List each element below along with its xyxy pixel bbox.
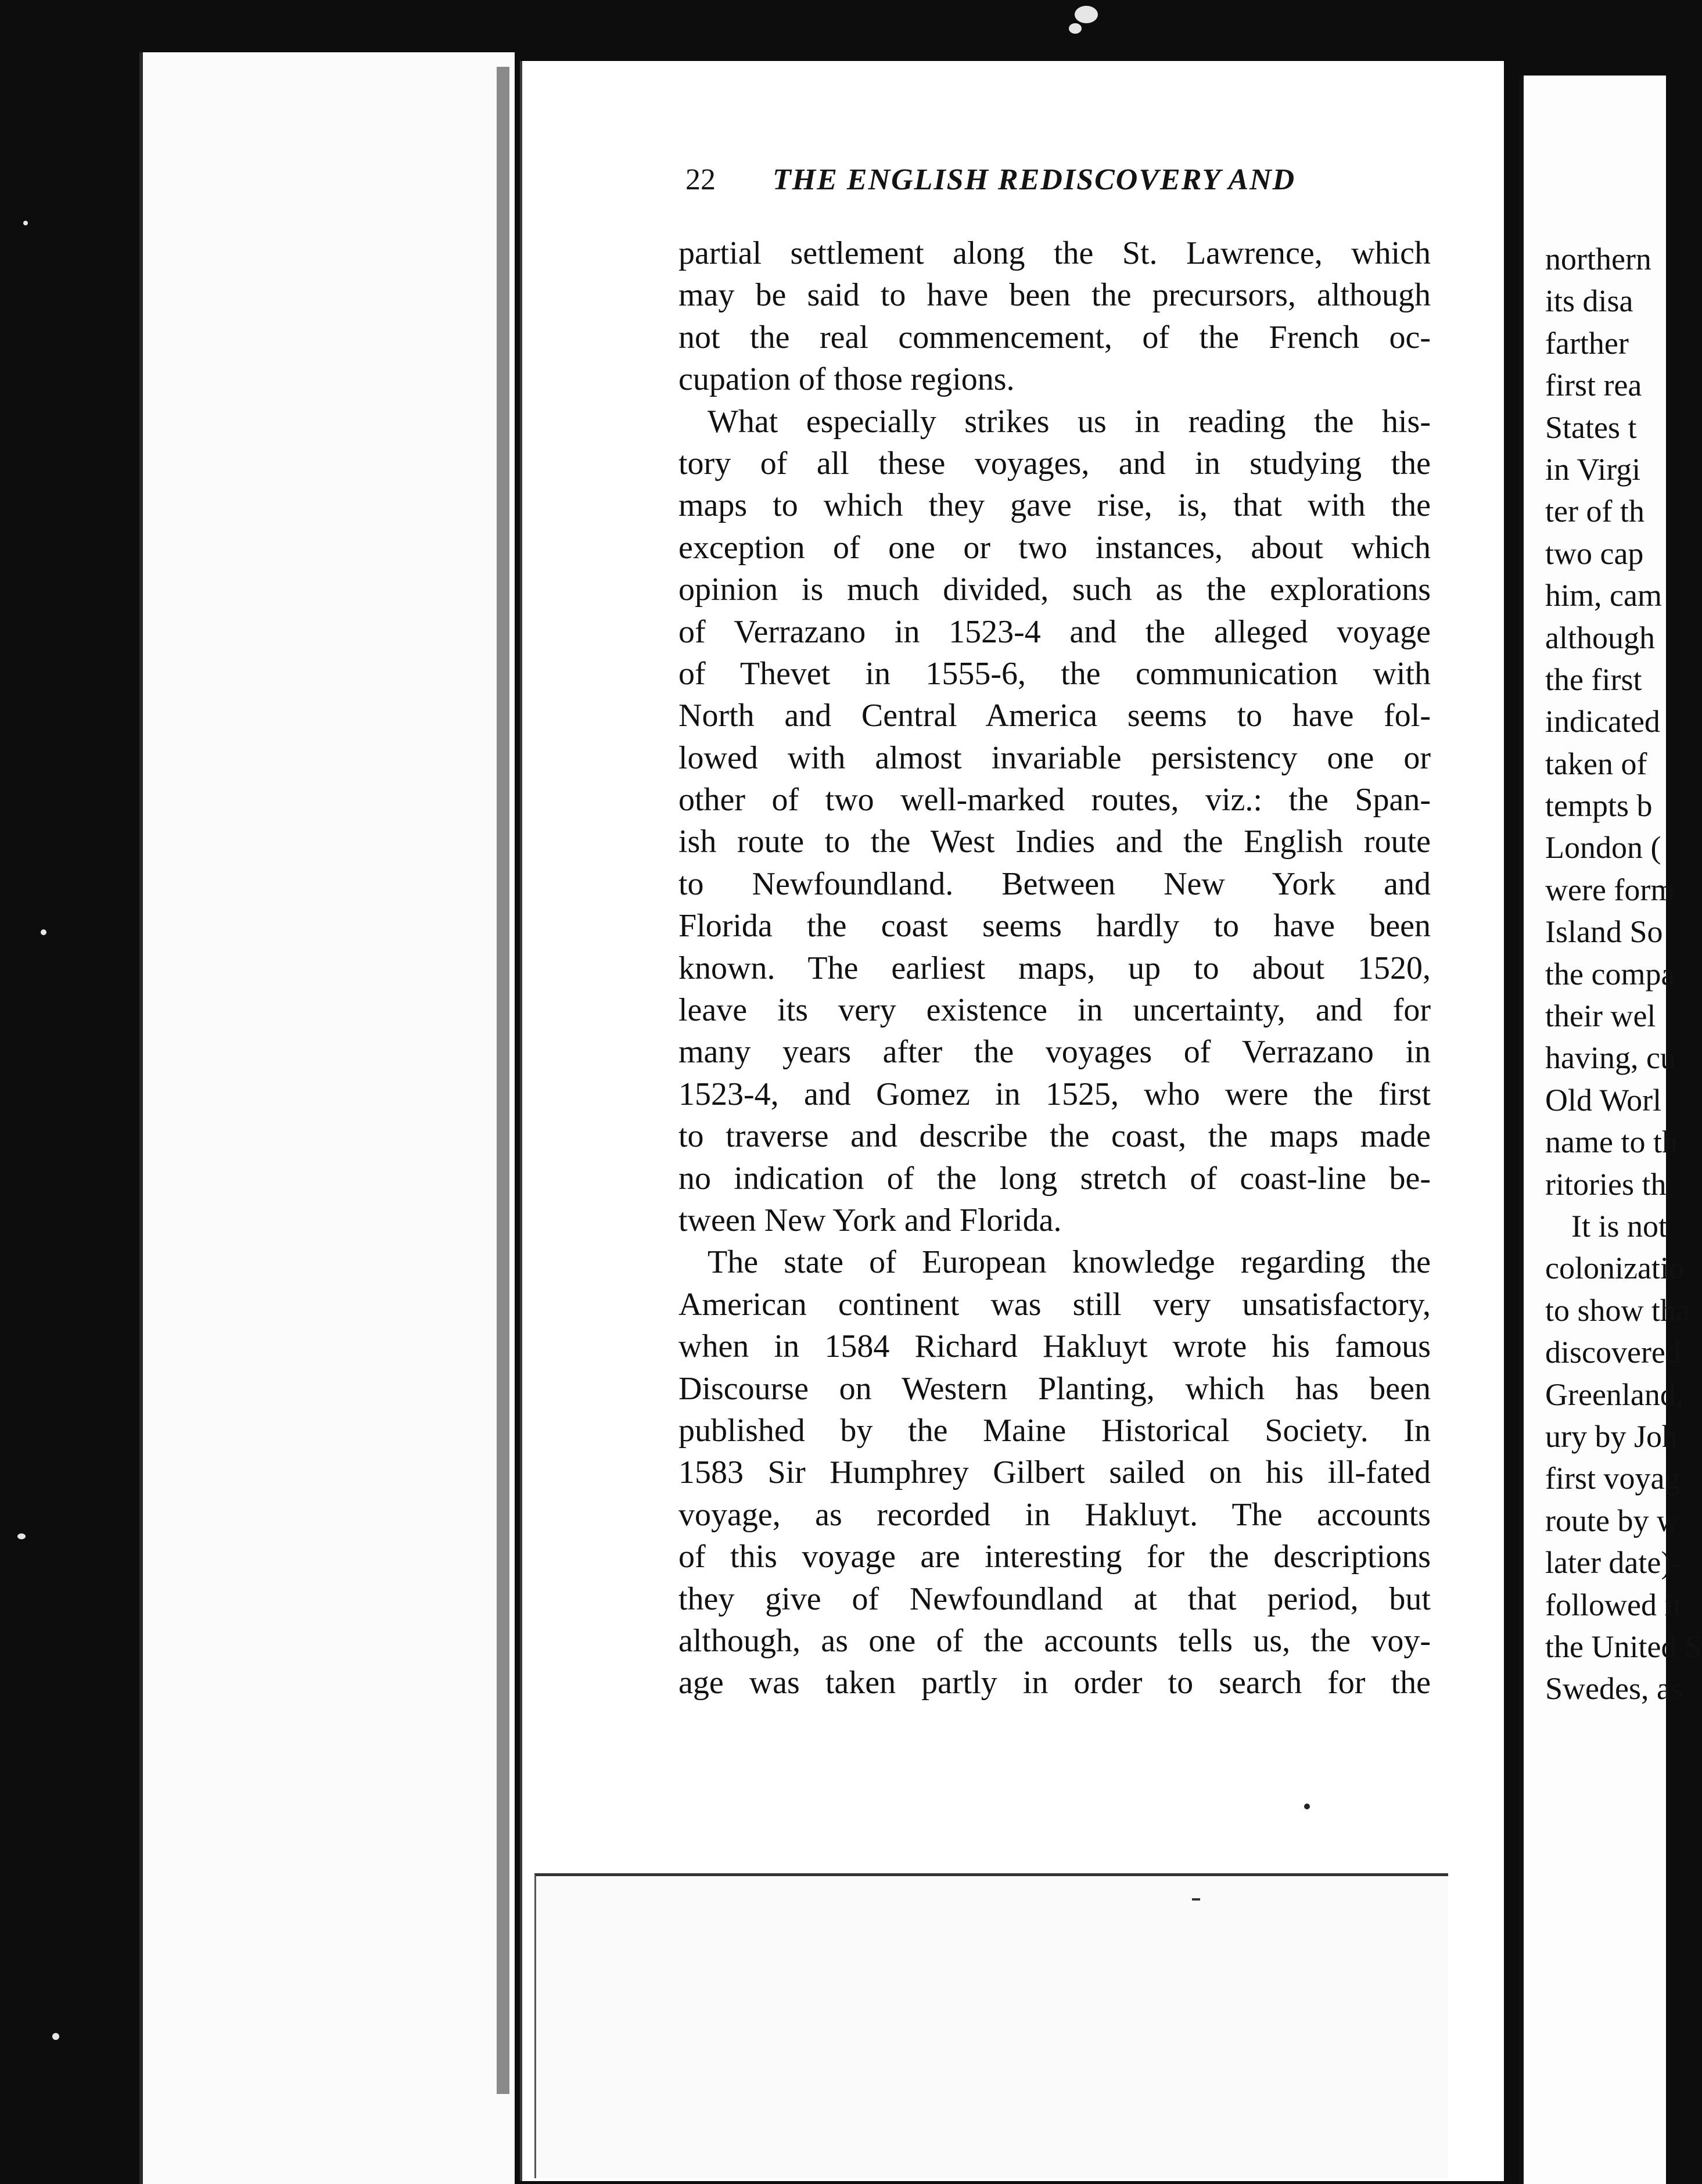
scan-speck	[1075, 6, 1098, 23]
text-line: opinion is much divided, such as the explorations	[678, 572, 1431, 608]
text-line: American continent was still very unsatisfactory,	[678, 1286, 1431, 1323]
text-line: The state of European knowledge regarding the	[708, 1244, 1431, 1281]
text-line: cupation of those regions.	[678, 361, 1015, 398]
text-line: the first	[1545, 662, 1642, 697]
text-line: It is not	[1571, 1208, 1668, 1244]
text-line: London (	[1545, 830, 1661, 865]
text-line: the compa	[1545, 956, 1675, 992]
text-line: to traverse and describe the coast, the maps made	[678, 1118, 1431, 1155]
text-line: tempts b	[1545, 788, 1653, 824]
page-edge-shadow	[497, 67, 509, 2094]
text-line: discovered	[1545, 1335, 1681, 1370]
text-line: other of two well-marked routes, viz.: the Span-	[678, 782, 1431, 818]
text-line: may be said to have been the precursors, although	[678, 277, 1431, 314]
scan-speck	[23, 221, 28, 225]
text-line: known. The earliest maps, up to about 1520,	[678, 950, 1431, 986]
text-line: their wel	[1545, 998, 1656, 1034]
text-line: although, as one of the accounts tells us, the voy-	[678, 1622, 1431, 1659]
text-line: age was taken partly in order to search for the	[678, 1665, 1431, 1701]
folded-sheet	[534, 1873, 1448, 2178]
text-line: in Virgi	[1545, 451, 1641, 487]
text-line: followed it	[1545, 1587, 1682, 1622]
text-line: partial settlement along the St. Lawrence, which	[678, 235, 1431, 271]
text-line: Swedes, as	[1545, 1671, 1683, 1707]
text-line: Discourse on Western Planting, which has been	[678, 1370, 1431, 1407]
text-line: colonizatio	[1545, 1251, 1685, 1286]
text-line: lowed with almost invariable persistency one or	[678, 739, 1431, 776]
text-line: North and Central America seems to have fol-	[678, 698, 1431, 734]
text-line: many years after the voyages of Verrazano in	[678, 1034, 1431, 1071]
text-line: to Newfoundland. Between New York and	[678, 865, 1431, 902]
ink-speck	[1304, 1804, 1310, 1809]
text-line: when in 1584 Richard Hakluyt wrote his famous	[678, 1328, 1431, 1365]
running-head	[685, 163, 1441, 197]
text-line: Greenland,	[1545, 1377, 1684, 1412]
text-line: the United S	[1545, 1629, 1702, 1664]
text-line: later date)-	[1545, 1545, 1682, 1580]
text-line: ury by Joh	[1545, 1418, 1678, 1454]
scan-speck	[52, 2033, 59, 2040]
text-line: farther	[1545, 325, 1629, 361]
text-line: leave its very existence in uncertainty, and for	[678, 992, 1431, 1029]
text-line: published by the Maine Historical Society. In	[678, 1412, 1431, 1449]
left-blank-page	[139, 52, 515, 2184]
text-line: ish route to the West Indies and the English route	[678, 824, 1431, 860]
text-line: ter of th	[1545, 494, 1644, 529]
text-line: maps to which they gave rise, is, that with the	[678, 487, 1431, 524]
text-line: having, cu	[1545, 1040, 1676, 1076]
scan-speck	[41, 929, 46, 935]
text-line: although	[1545, 620, 1655, 655]
text-line: of Verrazano in 1523-4 and the alleged voyage	[678, 613, 1431, 650]
text-line: ritories th	[1545, 1166, 1667, 1202]
text-line: Old Worl	[1545, 1082, 1662, 1118]
text-line: name to th	[1545, 1125, 1678, 1160]
ink-speck	[1192, 1898, 1200, 1901]
text-line: were form	[1545, 872, 1675, 907]
text-line: 1523-4, and Gomez in 1525, who were the first	[678, 1076, 1431, 1112]
text-line: of this voyage are interesting for the descriptions	[678, 1539, 1431, 1575]
text-line: indicated	[1545, 704, 1660, 739]
text-line: tory of all these voyages, and in studying the	[678, 445, 1431, 482]
text-line: tween New York and Florida.	[678, 1202, 1062, 1238]
scan-speck	[17, 1533, 26, 1539]
text-line: no indication of the long stretch of coast-line be-	[678, 1160, 1431, 1197]
facing-page-text	[1545, 238, 1702, 1710]
text-line: two cap	[1545, 536, 1644, 571]
text-line: exception of one or two instances, about which	[678, 529, 1431, 566]
scan-speck	[1069, 23, 1082, 34]
running-title: THE ENGLISH REDISCOVERY AND	[773, 163, 1296, 196]
text-line: not the real commencement, of the French oc-	[678, 319, 1431, 355]
text-line: voyage, as recorded in Hakluyt. The accounts	[678, 1496, 1431, 1533]
text-line: Florida the coast seems hardly to have been	[678, 908, 1431, 944]
body-text	[678, 232, 1431, 1704]
text-line: him, cam	[1545, 578, 1662, 613]
text-line: Island So	[1545, 914, 1663, 950]
page-number: 22	[685, 163, 716, 196]
text-line: its disa	[1545, 283, 1633, 319]
text-line: What especially strikes us in reading the his-	[708, 403, 1431, 440]
text-line: northern	[1545, 242, 1651, 276]
text-line: to show tha	[1545, 1292, 1690, 1328]
text-line: taken of	[1545, 746, 1647, 781]
text-line: first rea	[1545, 368, 1642, 403]
text-line: first voyag	[1545, 1461, 1681, 1496]
text-line: they give of Newfoundland at that period, but	[678, 1580, 1431, 1617]
text-line: route by w	[1545, 1503, 1679, 1538]
text-line: States t	[1545, 410, 1637, 445]
text-line: 1583 Sir Humphrey Gilbert sailed on his ill-fated	[678, 1454, 1431, 1491]
text-line: of Thevet in 1555-6, the communication with	[678, 655, 1431, 692]
